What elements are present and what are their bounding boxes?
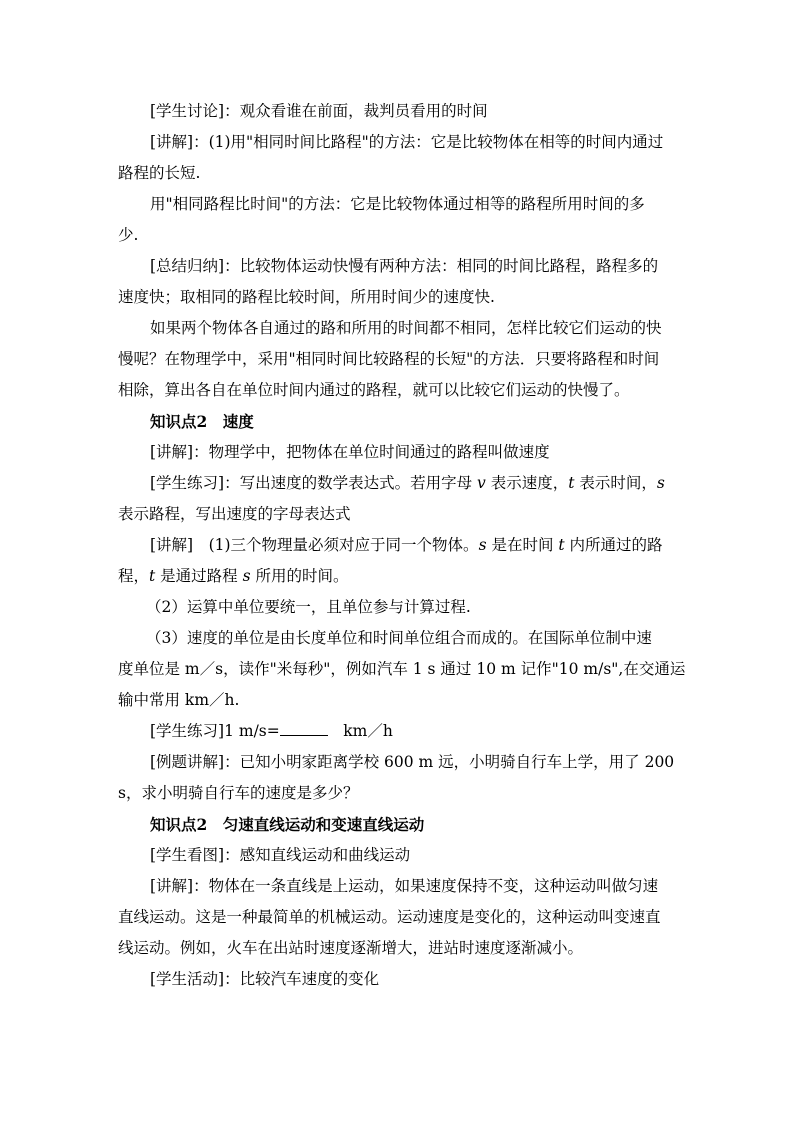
student-exercise-formula: [学生练习]：写出速度的数学表达式。若用字母 v 表示速度，t 表示时间，s [150,474,665,492]
summary-paragraph: [总结归纳]：比较物体运动快慢有两种方法：相同的时间比路程，路程多的 [150,257,659,275]
lecture-note-1: [讲解] (1)三个物理量必须对应于同一个物体。s 是在时间 t 内所通过的路 [150,536,663,554]
student-observe: [学生看图]：感知直线运动和曲线运动 [150,846,411,864]
uniform-motion-paragraph-cont: 直线运动。这是一种最简单的机械运动。运动速度是变化的，这种运动叫变速直 [118,908,661,926]
lecture-note-3: （3）速度的单位是由长度单位和时间单位组合而成的。在国际单位制中速 [146,629,652,647]
lecture-note-2: （2）运算中单位要统一，且单位参与计算过程. [146,598,471,616]
method-paragraph: 用"相同路程比时间"的方法：它是比较物体通过相等的路程所用时间的多 [150,195,645,213]
comparison-paragraph: 如果两个物体各自通过的路和所用的时间都不相同，怎样比较它们运动的快 [150,319,662,337]
lecture-paragraph: [讲解]：(1)用"相同时间比路程"的方法：它是比较物体在相等的时间内通过 [150,133,664,151]
answer-blank[interactable] [280,721,328,736]
example-problem: [例题讲解]：已知小明家距离学校 600 m 远，小明骑自行车上学，用了 200 [150,753,675,771]
student-exercise-formula-cont: 表示路程，写出速度的字母表达式 [118,505,351,523]
speed-definition: [讲解]：物理学中，把物体在单位时间通过的路程叫做速度 [150,443,550,461]
section-heading-motion: 知识点2 匀速直线运动和变速直线运动 [150,815,425,834]
student-activity: [学生活动]：比较汽车速度的变化 [150,970,380,988]
lecture-note-3-cont: 度单位是 m／s，读作"米每秒"，例如汽车 1 s 通过 10 m 记作"10 m/s",在交通运 [118,660,686,678]
lecture-note-3-end: 输中常用 km／h. [118,691,240,709]
uniform-motion-paragraph-end: 线运动。例如，火车在出站时速度逐渐增大，进站时速度逐渐减小。 [118,939,584,957]
summary-paragraph-cont: 速度快；取相同的路程比较时间，所用时间少的速度快. [118,288,495,306]
example-problem-cont: s，求小明骑自行车的速度是多少？ [118,784,359,802]
section-heading-speed: 知识点2 速度 [150,412,254,431]
comparison-paragraph-end: 相除，算出各自在单位时间内通过的路程，就可以比较它们运动的快慢了。 [118,381,630,399]
student-discussion: [学生讨论]：观众看谁在前面，裁判员看用的时间 [150,102,488,120]
uniform-motion-paragraph: [讲解]：物体在一条直线是上运动，如果速度保持不变，这种运动叫做匀速 [150,877,659,895]
method-paragraph-cont: 少. [118,226,139,244]
lecture-note-1-cont: 程，t 是通过路程 s 所用的时间。 [118,567,349,585]
student-exercise-units: [学生练习]1 m/s= km／h [150,722,393,740]
comparison-paragraph-cont: 慢呢？在物理学中，采用"相同时间比较路程的长短"的方法．只要将路程和时间 [118,350,660,368]
lecture-paragraph-cont: 路程的长短. [118,164,201,182]
